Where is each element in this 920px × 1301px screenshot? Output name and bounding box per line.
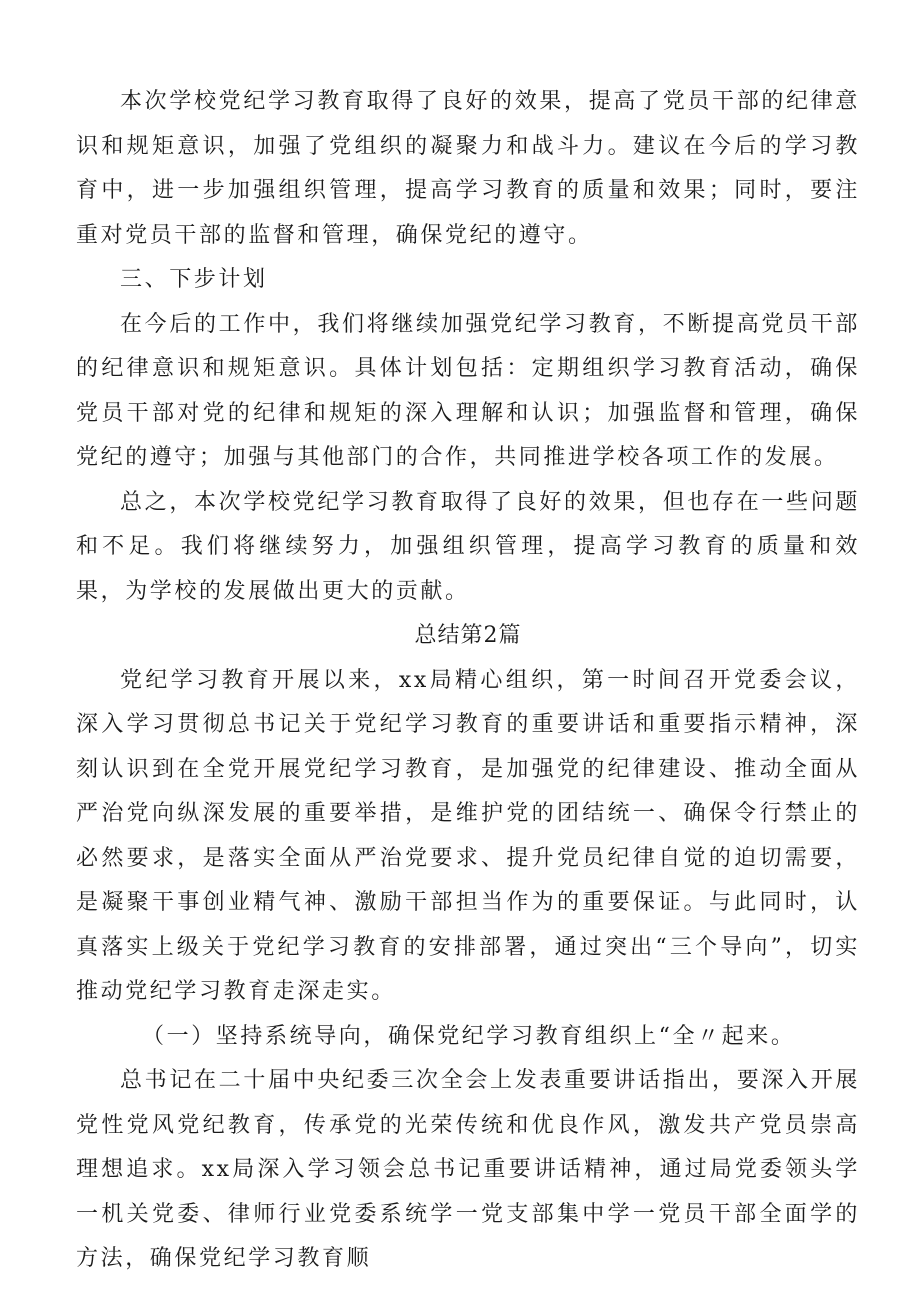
paragraph-4: 党纪学习教育开展以来，xx局精心组织，第一时间召开党委会议，深入学习贯彻总书记关于党纪学习教育的重要讲话和重要指示精神，深刻认识到在全党开展党纪学习教育，是加强党的纪律建设、推动全面从严治党向纵深发展的重要举措，是维护党的团结统一、确保令行禁止的必然要求，是落实全面从严治党要求、提升党员纪律自觉的迫切需要，是凝聚干事创业精气神、激励干部担当作为的重要保证。与此同时，认真落实上级关于党纪学习教育的安排部署，通过突出“三个导向”，切实推动党纪学习教育走深走实。 [76,667,860,1004]
heading-next-step-plan: 三、下步计划 [120,267,268,292]
paragraph-2: 在今后的工作中，我们将继续加强党纪学习教育，不断提高党员干部的纪律意识和规矩意识。具体计划包括：定期组织学习教育活动，确保党员干部对党的纪律和规矩的深入理解和认识；加强监督和管理，确保党纪的遵守；加强与其他部门的合作，共同推进学校各项工作的发展。 [76,311,860,470]
paragraph-3: 总之，本次学校党纪学习教育取得了良好的效果，但也存在一些问题和不足。我们将继续努力，加强组织管理，提高学习教育的质量和效果，为学校的发展做出更大的贡献。 [76,489,860,604]
sub-heading-1: （一）坚持系统导向，确保党纪学习教育组织上“全〃起来。 [142,1023,796,1049]
paragraph-1: 本次学校党纪学习教育取得了良好的效果，提高了党员干部的纪律意识和规矩意识，加强了党组织的凝聚力和战斗力。建议在今后的学习教育中，进一步加强组织管理，提高学习教育的质量和效果；同时，要注重对党员干部的监督和管理，确保党纪的遵守。 [76,89,860,248]
paragraph-5: 总书记在二十届中央纪委三次全会上发表重要讲话指出，要深入开展党性党风党纪教育，传承党的光荣传统和优良作风，激发共产党员崇高理想追求。xx局深入学习领会总书记重要讲话精神，通过局党委领头学一机关党委、律师行业党委系统学一党支部集中学一党员干部全面学的方法，确保党纪学习教育顺 [76,1068,860,1271]
section-title: 总结第2篇 [414,623,522,648]
